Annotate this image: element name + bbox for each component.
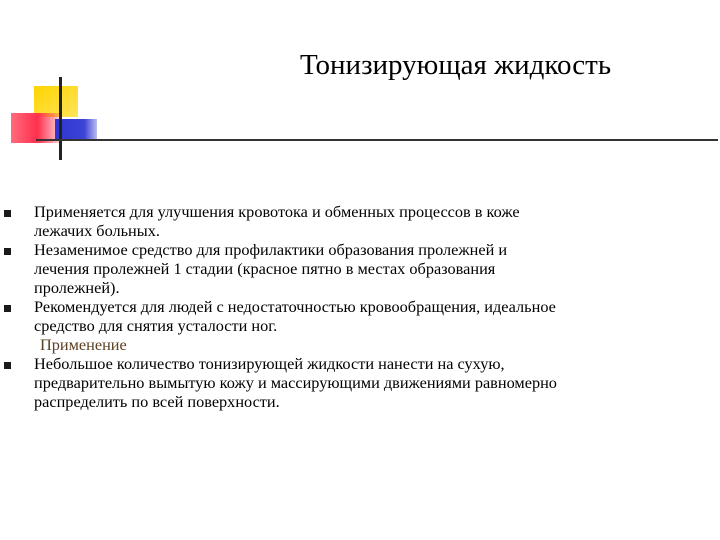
logo-red-bar	[11, 113, 59, 143]
item-line: Незаменимое средство для профилактики образования пролежней и	[34, 240, 508, 259]
item-line: Небольшое количество тонизирующей жидкости нанести на сухую,	[34, 354, 505, 373]
list-item	[0, 240, 720, 297]
bullet-icon	[4, 210, 11, 217]
decorative-logo	[0, 0, 720, 180]
logo-yellow-square	[34, 86, 78, 117]
item-line: пролежней).	[34, 278, 120, 297]
logo-vertical-line	[59, 77, 62, 160]
section-heading-text: Применение	[40, 335, 127, 354]
content-list	[0, 202, 720, 411]
bullet-icon	[4, 305, 11, 312]
item-line: Применяется для улучшения кровотока и обменных процессов в коже	[34, 202, 520, 221]
item-line: Рекомендуется для людей с недостаточностью кровообращения, идеальное	[34, 297, 556, 316]
item-line: средство для снятия усталости ног.	[34, 316, 278, 335]
bullet-icon	[4, 362, 11, 369]
item-line: распределить по всей поверхности.	[34, 392, 280, 411]
bullet-icon	[4, 248, 11, 255]
slide-title: Тонизирующая жидкость	[300, 49, 612, 81]
list-item	[0, 202, 720, 240]
item-line: предварительно вымытую кожу и массирующими движениями равномерно	[34, 373, 557, 392]
list-item	[0, 354, 720, 411]
item-line: лечения пролежней 1 стадии (красное пятно в местах образования	[34, 259, 496, 278]
list-item	[0, 297, 720, 335]
section-heading	[0, 335, 720, 354]
item-line: лежачих больных.	[34, 221, 160, 240]
logo-horizontal-line	[36, 139, 718, 141]
